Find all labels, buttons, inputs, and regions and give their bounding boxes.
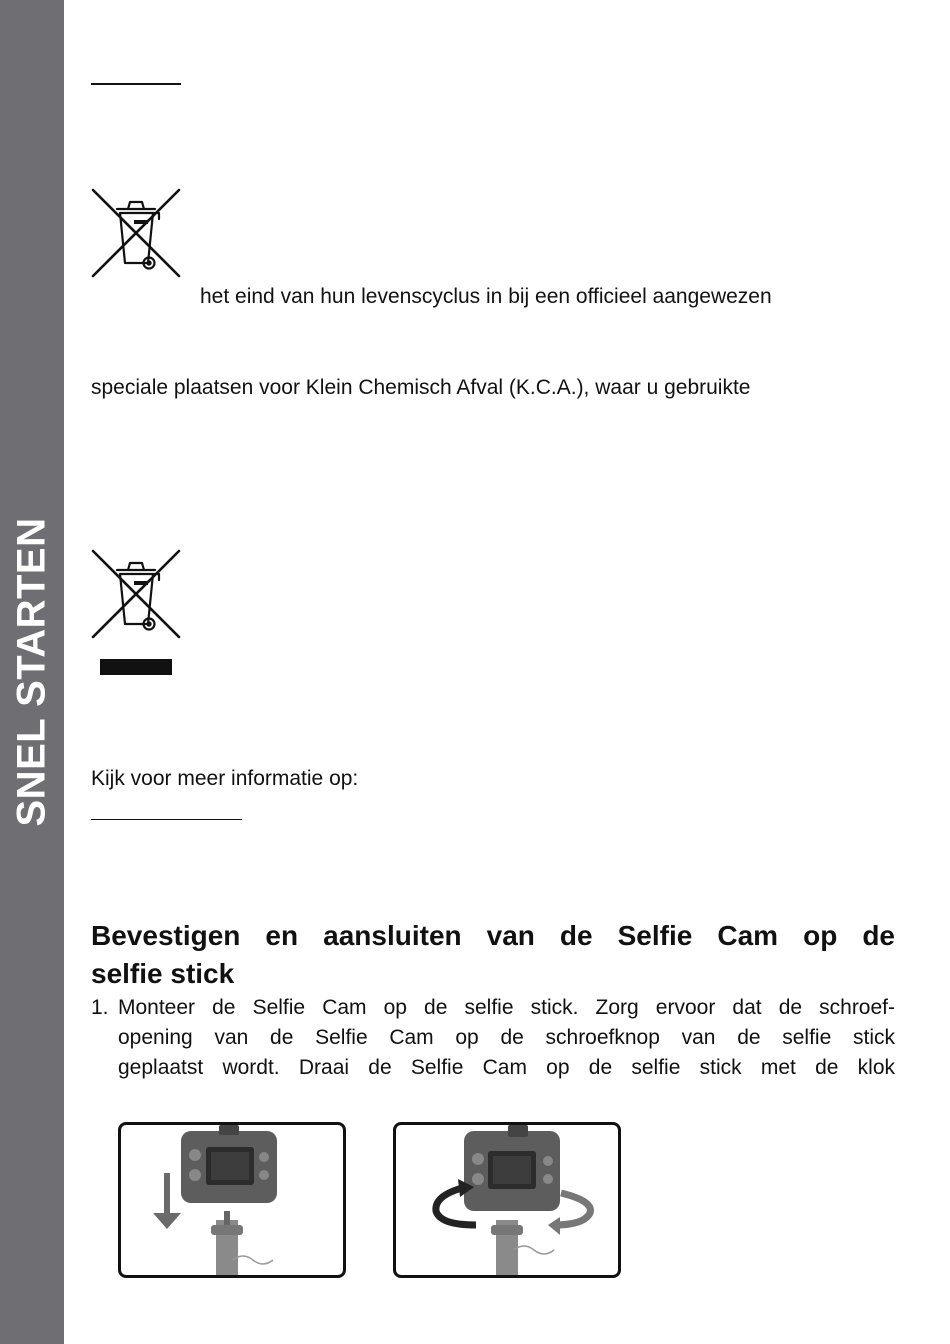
kca-disposal-text: speciale plaatsen voor Klein Chemisch Afval (K.C.A.), waar u gebruikte	[91, 376, 751, 399]
step-text-line: geplaatst wordt. Draai de Selfie Cam op de selfie stick met de klok	[118, 1056, 895, 1079]
section-heading-continued: selfie stick	[91, 958, 235, 989]
step-text-line: opening van de Selfie Cam op de schroefknop van de selfie stick	[118, 1026, 895, 1049]
down-arrow-icon	[153, 1173, 181, 1229]
weee-black-bar	[100, 659, 172, 675]
sidebar-band	[0, 0, 64, 1344]
rotate-illustration	[393, 1122, 621, 1278]
more-info-text: Kijk voor meer informatie op:	[91, 767, 359, 790]
top-rule	[91, 83, 181, 85]
section-heading: Bevestigen en aansluiten van de Selfie Cam op de	[91, 920, 895, 951]
weee-bin-icon	[90, 187, 182, 279]
link-rule	[91, 819, 242, 820]
section-tab-label: SNEL STARTEN	[9, 517, 54, 827]
weee-bin-icon	[90, 548, 182, 640]
step-number: 1.	[91, 996, 109, 1019]
step-text-line: Monteer de Selfie Cam op de selfie stick. Zorg ervoor dat de schroef-	[118, 996, 895, 1019]
battery-disposal-text: het eind van hun levenscyclus in bij een officieel aangewezen	[200, 285, 772, 308]
mount-illustration	[118, 1122, 346, 1278]
